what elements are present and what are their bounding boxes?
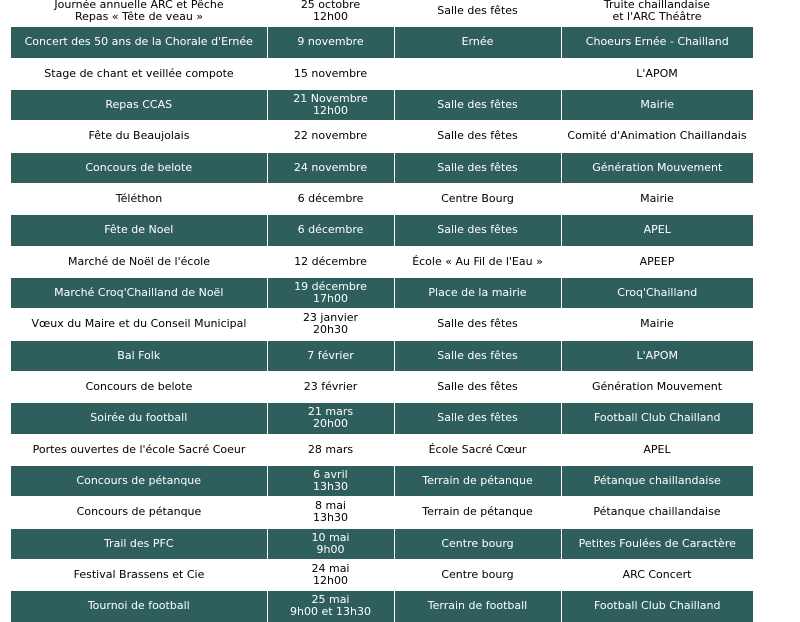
table-row [11,497,753,528]
event-name-cell: Bal Folk [11,340,267,371]
event-organizer-cell: Génération Mouvement [561,152,753,183]
event-place-cell: Place de la mairie [394,277,561,308]
event-name-cell: Soirée du football [11,403,267,434]
events-table [11,0,753,622]
event-place-cell: Centre bourg [394,528,561,559]
event-place-cell: Terrain de pétanque [394,465,561,496]
table-row [11,58,753,89]
event-organizer-cell: Mairie [561,309,753,340]
event-date-cell: 9 novembre [267,27,394,58]
event-place-cell: Terrain de pétanque [394,497,561,528]
table-row [11,434,753,465]
event-date-cell: 21 Novembre 12h00 [267,89,394,120]
event-name-cell: Téléthon [11,183,267,214]
table-row [11,559,753,590]
event-name-cell: Marché Croq'Chailland de Noël [11,277,267,308]
event-place-cell: Salle des fêtes [394,309,561,340]
table-row [11,246,753,277]
event-place-cell: Salle des fêtes [394,152,561,183]
event-organizer-cell: Choeurs Ernée - Chailland [561,27,753,58]
event-name-cell: Concours de pétanque [11,465,267,496]
event-place-cell: Salle des fêtes [394,121,561,152]
event-place-cell: Salle des fêtes [394,215,561,246]
event-name-cell: Stage de chant et veillée compote [11,58,267,89]
event-date-cell: 10 mai 9h00 [267,528,394,559]
event-place-cell: Salle des fêtes [394,340,561,371]
table-row [11,340,753,371]
event-organizer-cell: Pétanque chaillandaise [561,465,753,496]
event-organizer-cell: Football Club Chailland [561,591,753,622]
event-place-cell: Salle des fêtes [394,89,561,120]
event-date-cell: 8 mai 13h30 [267,497,394,528]
event-organizer-cell: Comité d'Animation Chaillandais [561,121,753,152]
table-row [11,465,753,496]
event-place-cell: Centre Bourg [394,183,561,214]
event-name-cell: Festival Brassens et Cie [11,559,267,590]
event-place-cell: Centre bourg [394,559,561,590]
event-name-cell: Journée annuelle ARC et Pêche Repas « Tête de veau » [11,0,267,27]
event-organizer-cell: Pétanque chaillandaise [561,497,753,528]
event-name-cell: Concours de belote [11,152,267,183]
table-row [11,183,753,214]
events-table-body [11,0,753,622]
event-date-cell: 25 octobre 12h00 [267,0,394,27]
event-place-cell [394,58,561,89]
table-row [11,277,753,308]
event-date-cell: 15 novembre [267,58,394,89]
event-organizer-cell: Croq'Chailland [561,277,753,308]
event-organizer-cell: Mairie [561,183,753,214]
event-place-cell: Ernée [394,27,561,58]
event-date-cell: 25 mai 9h00 et 13h30 [267,591,394,622]
event-place-cell: Salle des fêtes [394,371,561,402]
event-date-cell: 12 décembre [267,246,394,277]
event-organizer-cell: Mairie [561,89,753,120]
event-name-cell: Marché de Noël de l'école [11,246,267,277]
table-row [11,371,753,402]
event-place-cell: Terrain de football [394,591,561,622]
event-place-cell: École Sacré Cœur [394,434,561,465]
event-organizer-cell: Génération Mouvement [561,371,753,402]
table-row [11,89,753,120]
event-name-cell: Vœux du Maire et du Conseil Municipal [11,309,267,340]
event-name-cell: Repas CCAS [11,89,267,120]
event-organizer-cell: APEEP [561,246,753,277]
event-organizer-cell: APEL [561,434,753,465]
event-organizer-cell: Football Club Chailland [561,403,753,434]
event-date-cell: 19 décembre 17h00 [267,277,394,308]
event-name-cell: Trail des PFC [11,528,267,559]
event-organizer-cell: Petites Foulées de Caractère [561,528,753,559]
event-place-cell: École « Au Fil de l'Eau » [394,246,561,277]
event-place-cell: Salle des fêtes [394,0,561,27]
event-organizer-cell: L'APOM [561,340,753,371]
table-row [11,121,753,152]
event-date-cell: 23 février [267,371,394,402]
event-date-cell: 22 novembre [267,121,394,152]
event-name-cell: Concert des 50 ans de la Chorale d'Ernée [11,27,267,58]
event-organizer-cell: APEL [561,215,753,246]
event-date-cell: 24 novembre [267,152,394,183]
event-date-cell: 21 mars 20h00 [267,403,394,434]
table-row [11,0,753,27]
table-row [11,528,753,559]
event-date-cell: 24 mai 12h00 [267,559,394,590]
table-row [11,152,753,183]
event-date-cell: 7 février [267,340,394,371]
event-date-cell: 23 janvier 20h30 [267,309,394,340]
event-name-cell: Concours de belote [11,371,267,402]
event-organizer-cell: Truite chaillandaise et l'ARC Théâtre [561,0,753,27]
event-name-cell: Concours de pétanque [11,497,267,528]
table-row [11,215,753,246]
event-date-cell: 6 décembre [267,215,394,246]
event-organizer-cell: L'APOM [561,58,753,89]
event-place-cell: Salle des fêtes [394,403,561,434]
event-name-cell: Portes ouvertes de l'école Sacré Coeur [11,434,267,465]
table-row [11,309,753,340]
event-name-cell: Fête du Beaujolais [11,121,267,152]
table-row [11,591,753,622]
event-date-cell: 6 décembre [267,183,394,214]
event-date-cell: 28 mars [267,434,394,465]
table-row [11,27,753,58]
table-row [11,403,753,434]
event-name-cell: Tournoi de football [11,591,267,622]
event-organizer-cell: ARC Concert [561,559,753,590]
event-date-cell: 6 avril 13h30 [267,465,394,496]
event-name-cell: Fête de Noel [11,215,267,246]
